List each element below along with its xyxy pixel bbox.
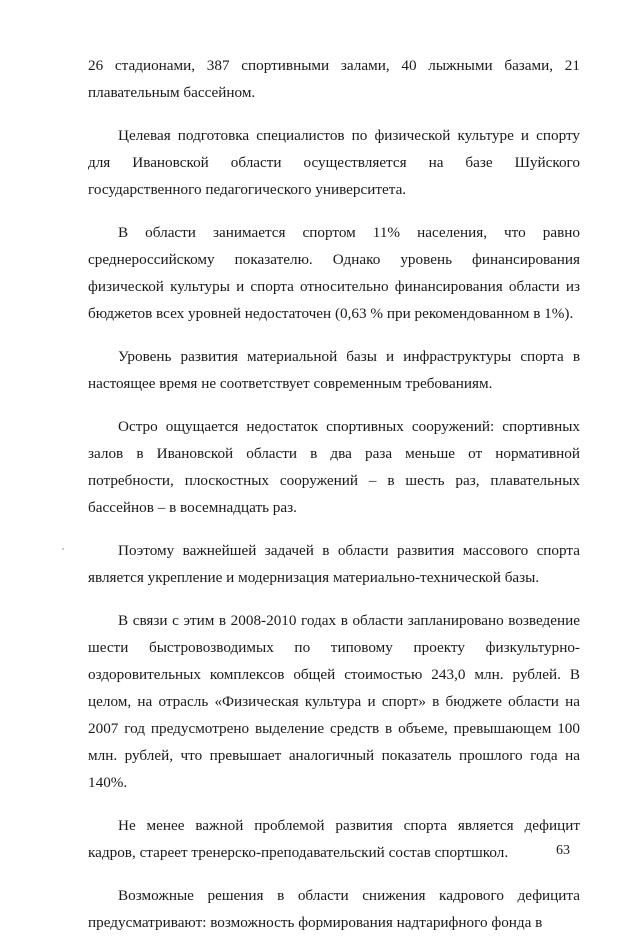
- paragraph-4: Уровень развития материальной базы и инфраструктуры спорта в настоящее время не соответствует современным требованиям.: [88, 348, 580, 392]
- page-body: [88, 52, 580, 952]
- paragraph-5: Остро ощущается недостаток спортивных сооружений: спортивных залов в Ивановской области в два раза меньше от нормативной потребности, плоскостных сооружений – в шесть раз, плавательных бассейнов – в восемнадцать раз.: [88, 418, 580, 516]
- paragraph-3: В области занимается спортом 11% населения, что равно среднероссийскому показателю. Однако уровень финансирования физической культуры и спорта относительно финансирования области из бюджетов всех уровней недостаточен (0,63 % при рекомендованном в 1%).: [88, 224, 580, 322]
- paragraph-1: 26 стадионами, 387 спортивными залами, 40 лыжными базами, 21 плавательным бассейном.: [88, 57, 580, 101]
- paragraph-8: Не менее важной проблемой развития спорта является дефицит кадров, стареет тренерско-преподавательский состав спортшкол.: [88, 817, 580, 861]
- paragraph-9: Возможные решения в области снижения кадрового дефицита предусматривают: возможность формирования надтарифного фонда в: [88, 887, 580, 931]
- scan-speck: [62, 548, 64, 550]
- paragraph-6: Поэтому важнейшей задачей в области развития массового спорта является укрепление и модернизация материально-технической базы.: [88, 542, 580, 586]
- paragraph-7: В связи с этим в 2008-2010 годах в области запланировано возведение шести быстровозводимых по типовому проекту физкультурно-оздоровительных комплексов общей стоимостью 243,0 млн. рублей. В целом, на отрасль «Физическая культура и спорт» в бюджете области на 2007 год предусмотрено выделение средств в объеме, превышающем 100 млн. рублей, что превышает аналогичный показатель прошлого года на 140%.: [88, 612, 580, 791]
- paragraph-2: Целевая подготовка специалистов по физической культуре и спорту для Ивановской области осуществляется на базе Шуйского государственного педагогического университета.: [88, 127, 580, 198]
- page-number: 63: [556, 843, 570, 858]
